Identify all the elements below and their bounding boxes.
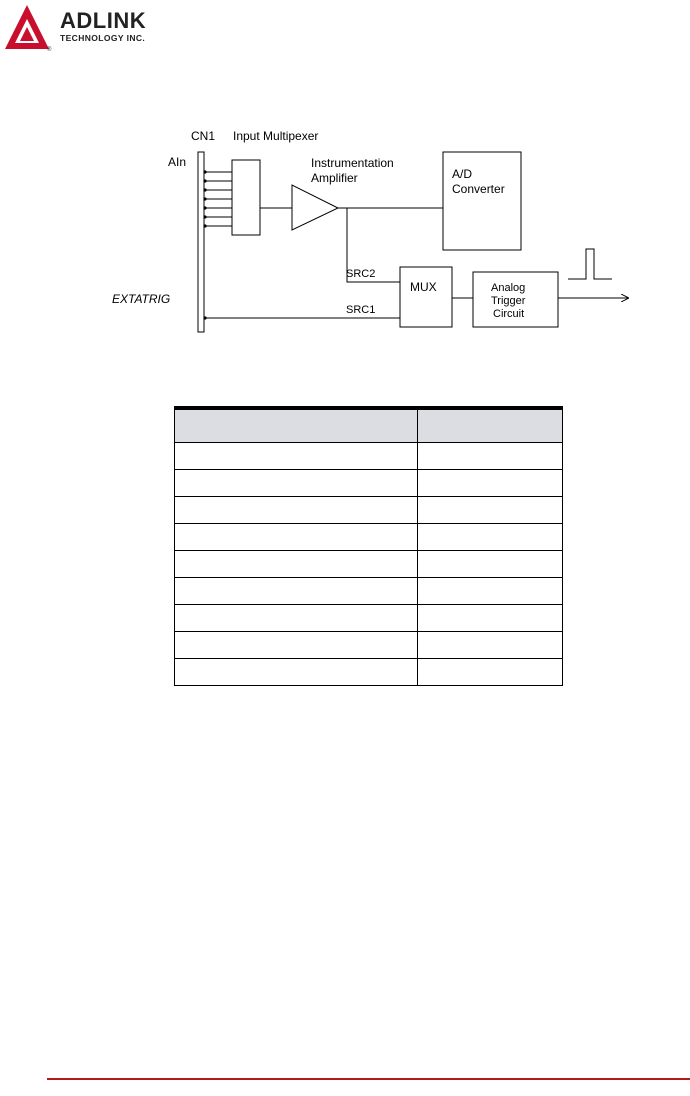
table-row (175, 578, 563, 605)
brand-tagline: TECHNOLOGY INC. (60, 33, 146, 43)
extatrig-label: EXTATRIG (112, 292, 171, 306)
table-cell (418, 659, 563, 686)
table-cell (418, 551, 563, 578)
instrumentation-amplifier (292, 185, 338, 230)
footer-rule (47, 1078, 690, 1080)
cn1-connector (198, 152, 204, 332)
table-row (175, 605, 563, 632)
table-cell (418, 605, 563, 632)
amplifier-label-line1: Instrumentation (311, 156, 394, 170)
trigger-pulse-waveform (568, 249, 612, 279)
analog-trigger-label-line3: Circuit (493, 308, 525, 320)
brand-name: ADLINK (60, 8, 147, 33)
svg-text:®: ® (47, 47, 52, 53)
table-row (175, 470, 563, 497)
amplifier-label-line2: Amplifier (311, 171, 358, 185)
cn1-label: CN1 (191, 129, 216, 143)
table-cell (175, 551, 418, 578)
mux-box (400, 267, 452, 327)
analog-trigger-label-line1: Analog (491, 282, 526, 294)
table-cell (175, 470, 418, 497)
adlink-triangle-icon (3, 3, 57, 53)
table-cell (418, 524, 563, 551)
table-header-cell (175, 408, 418, 443)
table-cell (175, 632, 418, 659)
table-row (175, 443, 563, 470)
table-cell (175, 443, 418, 470)
ad-converter-label-line2: Converter (452, 182, 505, 196)
table-cell (418, 497, 563, 524)
table-cell (418, 470, 563, 497)
src2-label: SRC2 (346, 268, 376, 280)
table-row (175, 659, 563, 686)
table-header-row (175, 408, 563, 443)
input-lines (204, 172, 232, 226)
analog-trigger-label-line2: Trigger (491, 295, 526, 307)
ad-converter-label-line1: A/D (452, 167, 473, 181)
table-cell (418, 578, 563, 605)
table-cell (175, 524, 418, 551)
input-multiplexer-box (232, 160, 260, 235)
table-header-cell (418, 408, 563, 443)
table-cell (418, 632, 563, 659)
table-cell (175, 578, 418, 605)
signal-table (174, 406, 563, 686)
table-row (175, 551, 563, 578)
table-cell (418, 443, 563, 470)
analog-trigger-block-diagram (100, 115, 660, 355)
table-row (175, 524, 563, 551)
table-cell (175, 497, 418, 524)
input-multiplexer-label: Input Multipexer (233, 129, 319, 143)
table-row (175, 632, 563, 659)
table-cell (175, 659, 418, 686)
table-row (175, 497, 563, 524)
table-cell (175, 605, 418, 632)
mux-label: MUX (410, 280, 437, 294)
src1-label: SRC1 (346, 304, 376, 316)
ain-label: AIn (168, 155, 187, 169)
company-logo (3, 3, 173, 53)
